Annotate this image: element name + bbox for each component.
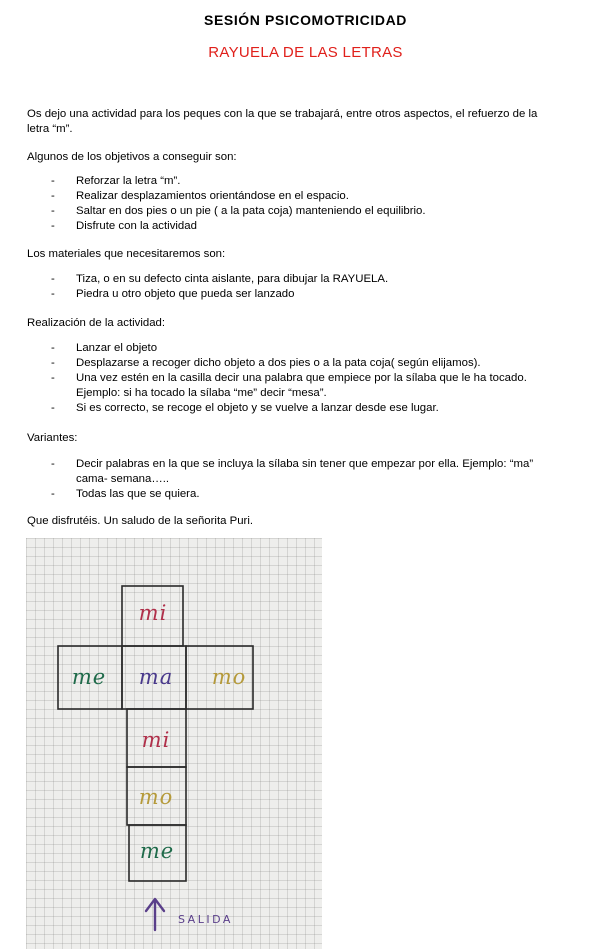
list-item: - Piedra u otro objeto que pueda ser lanzado [27, 287, 597, 302]
closing-line: Que disfrutéis. Un saludo de la señorita Puri. [27, 515, 254, 527]
hopscotch-photo [26, 538, 322, 949]
objectives-list [27, 174, 597, 234]
list-item [27, 371, 597, 401]
document-subtitle: RAYUELA DE LAS LETRAS [208, 44, 403, 61]
intro-line-1: Os dejo una actividad para los peques con la que se trabajará, entre otros aspectos, el refuerzo de la [27, 108, 538, 120]
list-item [27, 457, 597, 487]
syllable-left: me [71, 665, 107, 689]
list-item: - Desplazarse a recoger dicho objeto a dos pies o a la pata coja( según elijamos). [27, 356, 597, 371]
list-item: - Reforzar la letra “m”. [27, 174, 597, 189]
objectives-heading: Algunos de los objetivos a conseguir son: [27, 151, 237, 163]
list-item-text: Decir palabras en la que se incluya la sílaba sin tener que empezar por ella. Ejemplo: “ma” [76, 458, 534, 470]
realization-heading: Realización de la actividad: [27, 317, 166, 329]
variants-heading: Variantes: [27, 432, 78, 444]
start-label: SALIDA [178, 913, 233, 926]
list-item-continuation: Ejemplo: si ha tocado la sílaba “me” decir “mesa”. [76, 387, 327, 399]
syllable-center: ma [138, 665, 174, 689]
syllable-row4: mo [138, 785, 174, 809]
list-item: - Todas las que se quiera. [27, 487, 597, 502]
syllable-row3: mi [141, 728, 171, 752]
list-item-text: Una vez estén en la casilla decir una palabra que empiece por la sílaba que le ha tocado. [76, 372, 527, 384]
materials-list [27, 272, 597, 302]
list-item: - Saltar en dos pies o un pie ( a la pata coja) manteniendo el equilibrio. [27, 204, 597, 219]
hopscotch-drawing [26, 538, 322, 949]
arrow-up-icon [146, 899, 164, 930]
list-item: - Tiza, o en su defecto cinta aislante, para dibujar la RAYUELA. [27, 272, 597, 287]
materials-heading: Los materiales que necesitaremos son: [27, 248, 226, 260]
list-item: - Lanzar el objeto [27, 341, 597, 356]
realization-list [27, 341, 597, 416]
list-item: - Realizar desplazamientos orientándose en el espacio. [27, 189, 597, 204]
list-item: - Si es correcto, se recoge el objeto y se vuelve a lanzar desde ese lugar. [27, 401, 597, 416]
syllable-top: mi [138, 601, 168, 625]
list-item: - Disfrute con la actividad [27, 219, 597, 234]
intro-line-2: letra “m”. [27, 123, 73, 135]
syllable-row5: me [139, 839, 175, 863]
list-item-continuation: cama- semana….. [76, 473, 170, 485]
syllable-right: mo [211, 665, 247, 689]
intro-paragraph [27, 107, 597, 137]
document-title: SESIÓN PSICOMOTRICIDAD [204, 12, 407, 28]
variants-list [27, 457, 597, 502]
